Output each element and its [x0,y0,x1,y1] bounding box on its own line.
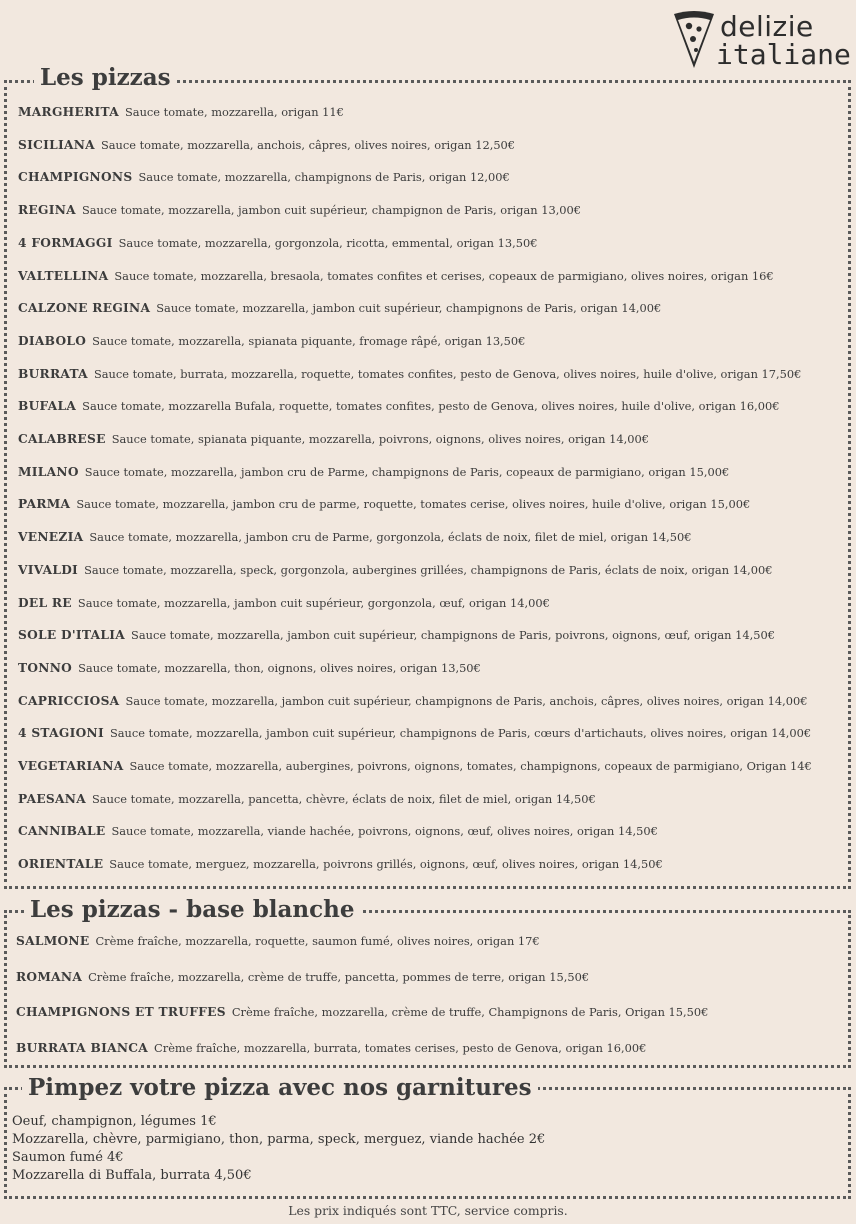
menu-item-name: VEGETARIANA [18,759,124,773]
menu-item-name: ORIENTALE [18,857,104,872]
menu-item-name: DIABOLO [18,333,87,348]
menu-item-name: TONNO [18,660,73,675]
garniture-line: Mozzarella, chèvre, parmigiano, thon, parma, speck, merguez, viande hachée 2€ [12,1132,546,1147]
menu-item-description: Sauce tomate, mozzarella, jambon cuit supérieur, champignons de Paris, origan 14,00€ [156,301,662,316]
blanche-section-title: Les pizzas - base blanche [24,896,361,923]
menu-item-name: VALTELLINA [18,268,109,283]
menu-item [18,824,658,838]
menu-item [18,792,596,806]
menu-item-description: Crème fraîche, mozzarella, burrata, tomates cerises, pesto de Genova, origan 16,00€ [154,1040,647,1055]
menu-item [18,759,812,773]
logo-line-2: italiane [716,38,851,71]
menu-item [18,857,663,871]
menu-item [18,726,811,740]
menu-item-name: CANNIBALE [18,824,106,839]
menu-item-description: Sauce tomate, mozzarella, aubergines, poivrons, oignons, tomates, champignons, copeaux de parmigiano, Origan 14€ [129,759,812,773]
menu-item-description: Sauce tomate, mozzarella, bresaola, tomates confites et cerises, copeaux de parmigiano, olives noires, origan 16€ [114,268,774,283]
brand-logo [672,8,851,72]
menu-item [16,1005,708,1019]
menu-item-name: MILANO [18,464,79,479]
menu-item [16,934,540,948]
menu-item [16,970,589,984]
garnitures-section-title: Pimpez votre pizza avec nos garnitures [22,1074,538,1101]
menu-item-description: Crème fraîche, mozzarella, crème de truffe, Champignons de Paris, Origan 15,50€ [231,1005,709,1019]
garniture-line: Oeuf, champignon, légumes 1€ [12,1114,217,1129]
menu-item-name: BUFALA [18,399,77,414]
menu-item [18,497,750,511]
menu-item [18,170,510,184]
menu-item-name: BURRATA BIANCA [16,1040,149,1055]
menu-item [18,399,779,413]
menu-item-description: Sauce tomate, mozzarella, pancetta, chèvre, éclats de noix, filet de miel, origan 14,50€ [91,791,596,806]
menu-item-name: BURRATA [18,366,88,381]
menu-item-description: Sauce tomate, mozzarella, champignons de Paris, origan 12,00€ [138,170,510,185]
menu-item-name: VIVALDI [18,562,79,577]
menu-item [18,269,774,283]
menu-item [18,334,525,348]
menu-item [18,596,550,610]
footer-note: Les prix indiqués sont TTC, service compris. [288,1203,568,1218]
menu-item-name: REGINA [18,203,76,218]
menu-item-name: 4 STAGIONI [18,726,104,741]
menu-item-name: PARMA [18,497,71,512]
menu-item-description: Sauce tomate, mozzarella, jambon cuit supérieur, champignon de Paris, origan 13,00€ [81,203,582,218]
menu-item-description: Sauce tomate, burrata, mozzarella, roquette, tomates confites, pesto de Genova, olives noires, huile d'olive, origan 17,50€ [93,366,802,381]
menu-item [18,138,515,152]
menu-item [18,432,649,446]
menu-item [18,465,729,479]
menu-item-name: CHAMPIGNONS ET TRUFFES [16,1005,226,1019]
menu-item-name: VENEZIA [18,530,84,545]
menu-item [18,694,807,708]
menu-item-description: Sauce tomate, mozzarella, gorgonzola, ricotta, emmental, origan 13,50€ [118,235,538,250]
menu-item-description: Sauce tomate, mozzarella Bufala, roquette, tomates confites, pesto de Genova, olives noires, huile d'olive, origan 16,00€ [82,399,780,414]
menu-item-description: Crème fraîche, mozzarella, crème de truffe, pancetta, pommes de terre, origan 15,50€ [88,969,590,984]
menu-item-description: Sauce tomate, mozzarella, jambon cuit supérieur, champignons de Paris, poivrons, oignons, œuf, origan 14,50€ [131,628,775,643]
menu-item-description: Sauce tomate, mozzarella, jambon cuit supérieur, champignons de Paris, anchois, câpres, olives noires, origan 14,00€ [125,693,808,708]
menu-item-name: CHAMPIGNONS [18,170,133,185]
menu-item-description: Sauce tomate, mozzarella, anchois, câpres, olives noires, origan 12,50€ [100,137,516,152]
garniture-line: Mozzarella di Buffala, burrata 4,50€ [12,1168,252,1183]
menu-item-name: PAESANA [18,791,86,806]
menu-item-name: ROMANA [16,969,83,984]
menu-item-name: 4 FORMAGGI [18,235,113,250]
pizza-slice-icon [672,10,716,70]
menu-item [18,236,537,250]
menu-item-name: CALABRESE [18,432,106,446]
menu-item-name: MARGHERITA [18,105,119,119]
menu-item-description: Sauce tomate, mozzarella, jambon cuit supérieur, champignons de Paris, cœurs d'artichauts, olives noires, origan 14,00€ [109,726,812,741]
menu-item-description: Sauce tomate, mozzarella, speck, gorgonzola, aubergines grillées, champignons de Paris, éclats de noix, origan 14,00€ [84,562,773,577]
pizzas-section-title: Les pizzas [34,64,177,91]
menu-item [18,530,692,544]
menu-item [18,301,661,315]
menu-item-description: Sauce tomate, mozzarella, origan 11€ [124,105,344,119]
garniture-line: Saumon fumé 4€ [12,1150,124,1165]
menu-item-name: SICILIANA [18,137,95,152]
menu-item-description: Sauce tomate, mozzarella, spianata piquante, fromage râpé, origan 13,50€ [92,333,526,348]
menu-item [18,628,775,642]
menu-item-description: Sauce tomate, mozzarella, jambon cru de parme, roquette, tomates cerise, olives noires, huile d'olive, origan 15,00€ [76,497,751,512]
menu-item-description: Sauce tomate, spianata piquante, mozzarella, poivrons, oignons, olives noires, origan 14,00€ [111,432,649,446]
menu-item-name: DEL RE [18,595,72,610]
menu-item-description: Sauce tomate, mozzarella, jambon cru de Parme, gorgonzola, éclats de noix, filet de miel, origan 14,50€ [89,530,692,545]
menu-item-description: Sauce tomate, merguez, mozzarella, poivrons grillés, oignons, œuf, olives noires, origan 14,50€ [109,857,663,872]
menu-item-name: SOLE D'ITALIA [18,628,126,643]
menu-item-name: SALMONE [16,934,90,948]
menu-item [18,105,344,119]
menu-item-description: Sauce tomate, mozzarella, jambon cru de Parme, champignons de Paris, copeaux de parmigiano, origan 15,00€ [84,464,730,479]
menu-item-name: CAPRICCIOSA [18,693,120,708]
menu-item [18,661,481,675]
menu-item-description: Sauce tomate, mozzarella, thon, oignons, olives noires, origan 13,50€ [78,660,481,675]
menu-item [18,367,801,381]
logo-line-1: delizie [720,10,814,43]
menu-item-description: Sauce tomate, mozzarella, viande hachée, poivrons, oignons, œuf, olives noires, origan 14,50€ [111,824,658,839]
menu-item-name: CALZONE REGINA [18,301,151,316]
menu-item [18,563,773,577]
menu-item-description: Sauce tomate, mozzarella, jambon cuit supérieur, gorgonzola, œuf, origan 14,00€ [77,595,550,610]
menu-item [18,203,581,217]
menu-item-description: Crème fraîche, mozzarella, roquette, saumon fumé, olives noires, origan 17€ [95,934,540,948]
menu-item [16,1041,646,1055]
